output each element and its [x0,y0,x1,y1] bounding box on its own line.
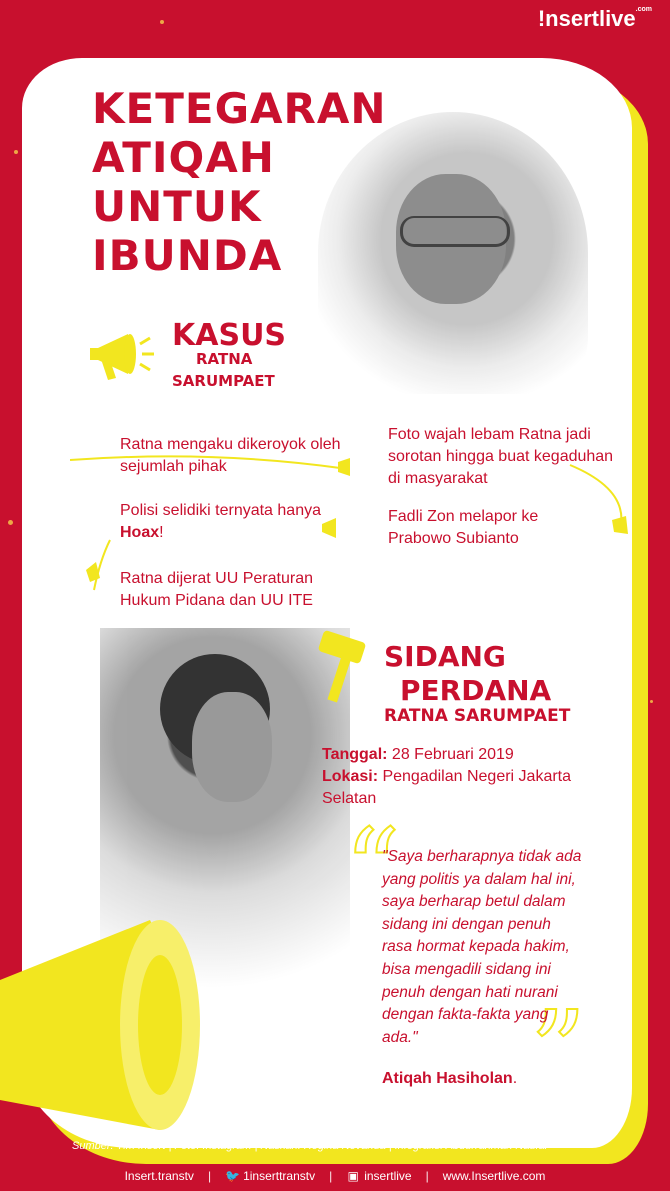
twitter-icon: 🐦 [225,1168,241,1183]
title-line: ATIQAH [92,133,275,182]
credits-line: Sumber: Tim Insert | Foto: Instagram | Naskah: Regina Novanda | Infografis: Abdurrahman Naufal [72,1140,548,1152]
open-quote-icon: “ [344,805,401,933]
main-title [92,84,387,280]
fact-item: Ratna mengaku dikeroyok oleh sejumlah pihak [120,436,341,475]
twitter-handle: 1inserttranstv [243,1168,316,1183]
tanggal-row [322,744,582,766]
fact-item: Ratna dijerat UU Peraturan Hukum Pidana dan UU ITE [120,570,313,609]
quote-author [382,1070,517,1088]
fact-emphasis: Hoax [120,524,160,541]
section1-subtitle: RATNA [196,350,253,368]
section2-subtitle: RATNA SARUMPAET [384,706,571,726]
title-line: UNTUK [92,182,262,231]
footer-link-site1[interactable]: Insert.transtv [124,1168,194,1183]
title-line: IBUNDA [92,231,283,280]
connector-lines [560,460,640,550]
divider: | [329,1168,333,1183]
divider: | [207,1168,212,1183]
gavel-icon [312,628,382,708]
fact-item: Fadli Zon melapor ke Prabowo Subianto [388,508,539,547]
quote-text: "Saya berharapnya tidak ada yang politis ya dalam hal ini, saya berharap betul dalam sidang ini dengan penuh rasa hormat kepada hakim, bisa mengadili sidang ini penuh dengan hati nurani dengan fakta-fakta yang ada." [382,848,582,1046]
connector-lines [70,420,370,620]
close-quote-icon: ” [530,987,587,1115]
speck-decoration [160,20,164,24]
speck-decoration [8,520,13,525]
section2-title: SIDANG [384,640,506,673]
footer-link-site2[interactable]: www.Insertlive.com [442,1168,546,1183]
author-end: . [512,1070,518,1087]
fact-text: Polisi selidiki ternyata hanya [120,502,321,519]
logo-text: !nsertlive [537,6,636,31]
large-megaphone-icon [0,900,240,1170]
speck-decoration [650,700,653,703]
footer-twitter[interactable] [225,1169,315,1183]
author-name: Atiqah Hasiholan [382,1070,513,1087]
footer-instagram[interactable] [346,1169,411,1183]
tanggal-value: 28 Februari 2019 [387,746,514,763]
title-line: KETEGARAN [92,84,387,133]
instagram-icon: ▣ [347,1168,359,1183]
logo-suffix: .com [635,6,652,13]
megaphone-icon [88,326,158,386]
section1-subtitle: SARUMPAET [172,372,275,390]
lokasi-row [322,766,582,810]
brand-logo[interactable] [538,6,652,32]
instagram-handle: insertlive [364,1168,412,1183]
fact-item: Foto wajah lebam Ratna jadi sorotan hingga buat kegaduhan di masyarakat [388,426,614,487]
lokasi-value: Pengadilan Negeri Jakarta Selatan [322,768,572,807]
section1-title: KASUS [172,318,287,353]
fact-text: ! [159,524,164,541]
divider: | [425,1168,429,1183]
speck-decoration [14,150,18,154]
section2-title: PERDANA [400,674,552,707]
footer-bar [0,1160,670,1191]
lokasi-label: Lokasi: [322,768,379,785]
glasses-shape [400,216,510,247]
tanggal-label: Tanggal: [322,746,388,763]
atiqah-face [192,692,272,802]
trial-info [322,744,582,810]
